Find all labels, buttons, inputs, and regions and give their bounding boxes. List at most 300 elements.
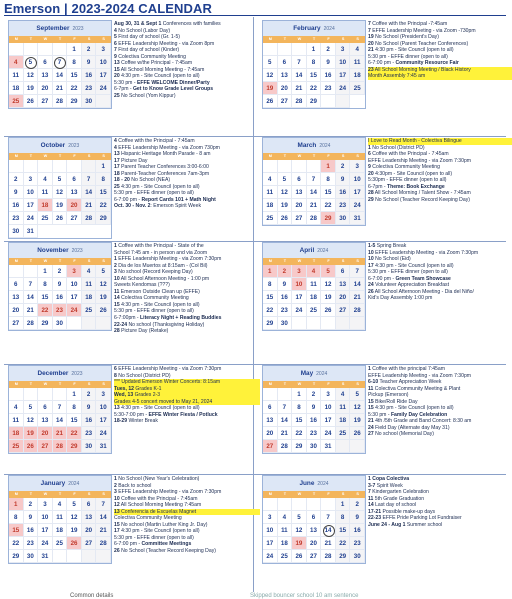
day-cell: 22 [321,199,336,212]
day-cell: 3 [336,43,351,56]
event-highlight-text: EFFE WELCOME Dinner/Party [136,79,210,86]
day-cell [278,498,293,511]
weekday-label: T [53,258,68,265]
day-cell: 29 [292,440,307,453]
event-text: 4:30 pm - Site Council (open to all) [119,73,200,80]
weekday-label: T [24,381,39,388]
event-text: Grades 4-5 concert moved to May 21, 2024 [114,398,213,405]
day-cell: 14 [292,69,307,82]
day-cell [9,388,24,401]
day-cell: 24 [321,427,336,440]
weekday-label: M [9,258,24,265]
day-cell: 9 [24,511,39,524]
weekday-label: T [307,381,322,388]
day-cell [292,317,307,330]
event-text: Parent-Teacher Conferences 7am-3pm [119,170,210,177]
day-cell: 21 [350,291,365,304]
event-text: All School Morning Meeting - 7:45am [119,66,205,73]
day-cell [9,265,24,278]
event-date: 11 [368,495,374,502]
day-cell [24,388,39,401]
event-text: Coffee with the Principal - State of the [116,243,204,249]
event-text: All School Morning / Talent Show - 7:45am [373,190,471,197]
day-cell: 25 [263,212,278,225]
day-cell: 28 [321,550,336,563]
day-cell: 4 [9,56,24,69]
day-cell: 28 [53,440,68,453]
event-date: 1 [114,243,117,249]
event-text: No school (Martin Luther King Jr. Day) [119,521,208,528]
day-cell [38,43,53,56]
day-cell [24,160,39,173]
day-cell: 17 [38,524,53,537]
day-cell: 15 [38,291,53,304]
day-cell: 10 [336,56,351,69]
event-date: 27 [368,431,374,438]
day-cell: 13 [263,414,278,427]
day-cell: 28 [82,212,97,225]
event-date: 4 [114,144,117,151]
event-text: 4th /5th Grade and Band Concert: 8:30 am [373,418,472,425]
day-cell: 25 [278,550,293,563]
weekday-label: S [350,258,365,265]
day-cell: 14 [307,186,322,199]
event-text: Pickup (Emerson) [368,392,409,399]
weekday-label: T [278,258,293,265]
event-date: 3 [114,269,117,276]
month-name: May [300,370,314,377]
day-cell: 18 [336,414,351,427]
weekday-label: F [67,381,82,388]
day-cell: 8 [307,56,322,69]
weekday-label: W [38,258,53,265]
event-date: 7 [368,21,371,27]
event-text: Coffee with the principal 7:45am [370,366,445,372]
day-cell [307,498,322,511]
weekday-label: W [38,36,53,43]
day-cell: 5 [350,388,365,401]
day-cell: 23 [9,212,24,225]
day-cell: 13 [9,291,24,304]
day-cell: 3 [96,388,111,401]
month-events-april [368,243,512,302]
day-cell: 13 [278,69,293,82]
day-cell: 3 [96,43,111,56]
event-text: Colectiva Community Meeting [119,295,189,302]
day-cell: 20 [38,82,53,95]
day-cell: 22 [38,304,53,317]
event-date: Aug 30, 31 & Sept 1 [114,21,162,27]
day-cell: 30 [82,440,97,453]
day-cell: 21 [278,427,293,440]
day-cell: 20 [9,304,24,317]
day-cell: 7 [24,278,39,291]
event-text: 5:30 pm - [114,79,137,86]
event-date: 22-23 [368,515,382,522]
day-cell: 6 [38,401,53,414]
day-cell: 20 [307,537,322,550]
event-date: June 24 - Aug 1 [368,521,406,528]
weekday-label: W [292,381,307,388]
event-text: 5:30pm - EFFE dinner (open to all) [368,177,447,184]
day-cell: 10 [263,524,278,537]
day-cell: 23 [336,199,351,212]
day-cell: 18 [263,199,278,212]
day-cell: 10 [292,278,307,291]
day-cell: 5 [24,401,39,414]
day-cell: 26 [67,537,82,550]
day-cell: 23 [53,304,68,317]
month-calendar-january [8,475,112,564]
event-text: Colectiva Community Meeting [114,515,182,522]
day-cell [278,43,293,56]
event-line [114,548,260,555]
day-cell: 10 [321,401,336,414]
day-cell: 4 [350,43,365,56]
day-cell: 11 [53,511,68,524]
event-text: Picture Day (Retake) [119,328,169,335]
event-text: Coffee with the Principal - 7:45am [370,151,449,158]
month-grid [9,491,111,563]
day-cell: 11 [263,186,278,199]
event-text: EFFE Leadership Meeting - via Zoom 7:30pm [116,256,222,263]
event-text: *** Updated Emerson Winter Concerts: 8:15am [114,379,221,386]
day-cell: 2 [278,265,293,278]
event-date: 17-21 [368,508,382,515]
day-cell: 14 [82,186,97,199]
event-date: 13 [114,60,120,67]
day-cell: 7 [350,265,365,278]
event-text: 5:30 pm - EFFE dinner (open to all) [114,534,194,541]
footer-left-note: Common details [70,593,114,599]
day-cell [350,317,365,330]
event-date: 25 [114,93,120,100]
day-cell: 26 [24,95,39,108]
day-cell [336,440,351,453]
event-text: 4:30 pm - Site Council (open to all) [373,47,454,54]
day-cell: 8 [263,278,278,291]
day-cell: 20 [292,199,307,212]
day-cell: 9 [82,401,97,414]
day-cell: 12 [53,186,68,199]
day-cell: 25 [307,304,322,317]
day-cell: 19 [67,524,82,537]
day-cell: 26 [292,550,307,563]
day-cell: 20 [82,524,97,537]
month-grid [263,36,365,108]
day-cell: 23 [82,82,97,95]
event-date: 20 [368,40,374,47]
month-calendar-december [8,365,112,454]
day-cell [24,43,39,56]
day-cell: 25 [9,440,24,453]
day-cell [24,265,39,278]
day-cell: 18 [307,291,322,304]
day-cell: 20 [38,427,53,440]
event-date: 11 [114,288,120,295]
weekday-label: T [278,36,293,43]
day-cell: 31 [350,212,365,225]
day-cell: 8 [67,56,82,69]
day-cell: 28 [53,95,68,108]
event-date: 1 [114,256,117,263]
day-cell: 27 [67,212,82,225]
day-cell: 27 [278,95,293,108]
event-date: 9 [368,164,371,171]
event-text: 5:30-7:00 pm - [114,411,149,418]
event-date: 1 [368,366,371,372]
day-cell: 8 [321,173,336,186]
event-date: 22-24 [114,321,128,328]
event-text: 4:30 pm - Site Council (open to all) [119,183,200,190]
day-cell: 29 [38,317,53,330]
day-cell: 9 [82,56,97,69]
day-cell: 12 [292,524,307,537]
event-text: School 7:45 am - in person and via Zoom [114,249,208,256]
event-text: 4:30 pm - Site Council (open to all) [373,262,454,269]
event-text: 6-7:00 pm - [114,541,142,548]
day-cell: 8 [38,278,53,291]
month-events-october [114,138,260,210]
day-cell: 1 [38,265,53,278]
month-name: December [37,370,69,377]
day-cell: 16 [82,69,97,82]
event-text: No school (Memorial Day) [373,431,434,438]
event-date: 25 [114,183,120,190]
day-cell [336,95,351,108]
event-text: 6-7:00pm - [114,315,141,322]
day-cell: 6 [82,498,97,511]
month-name: September [36,25,70,32]
event-date: 26 [114,548,120,555]
event-highlight-text: Report Cards 101 + Math Night [141,196,216,203]
day-cell: 15 [321,186,336,199]
day-cell [321,317,336,330]
day-cell: 29 [67,95,82,108]
weekday-label: S [350,491,365,498]
weekday-label: M [9,381,24,388]
event-date: 26 [368,288,374,295]
month-name: October [40,142,66,149]
day-cell: 16 [9,199,24,212]
day-cell: 31 [321,440,336,453]
day-cell: 17 [350,186,365,199]
day-cell: 10 [96,56,111,69]
day-cell: 4 [53,498,68,511]
event-date: 10 [114,495,120,502]
month-grid [9,258,111,330]
event-text: Picture Day [119,157,148,164]
event-highlight-text: Committee Meetings [141,541,192,548]
day-cell: 22 [263,304,278,317]
event-date: 12 [114,502,120,509]
day-cell: 11 [9,414,24,427]
day-cell [67,550,82,563]
day-cell: 1 [67,43,82,56]
day-cell: 26 [321,304,336,317]
day-cell: 8 [9,511,24,524]
day-cell: 6 [307,511,322,524]
month-calendar-september [8,20,112,109]
event-date: 28 [368,190,374,197]
event-text: 5:30 pm - EFFE dinner (open to all) [368,53,448,60]
event-text: Kindergarten Celebration [370,489,429,496]
event-text: 6-7:00 pm - [114,196,142,203]
day-cell: 3 [292,265,307,278]
weekday-label: T [24,491,39,498]
day-cell: 27 [38,95,53,108]
event-text: Colectiva Community Meeting [370,164,440,171]
day-cell: 11 [336,401,351,414]
day-cell: 9 [307,401,322,414]
day-cell: 19 [321,291,336,304]
day-cell: 26 [96,304,111,317]
weekday-label: M [9,491,24,498]
event-text: 4:30 pm - Site Council (open to all) [119,405,200,412]
event-text: EFFE Leadership Meeting - via Zoom 7:30pm [116,366,222,372]
event-text: I Love to Read Month - Colectiva Bilingue [368,138,462,144]
event-highlight-text: Literacy Night + Reading Buddies [140,315,222,322]
month-grid [9,153,111,238]
month-year: 2024 [316,371,328,377]
day-cell [307,317,322,330]
day-cell: 4 [263,173,278,186]
day-cell: 18 [278,537,293,550]
day-cell [53,160,68,173]
day-cell: 9 [53,278,68,291]
event-date: 7 [114,47,117,54]
day-cell: 16 [82,414,97,427]
day-cell: 28 [278,440,293,453]
event-date: 5 [114,34,117,41]
month-calendar-may [262,365,366,454]
month-events-may [368,366,512,438]
month-header [263,366,365,381]
event-highlight-text: Green Team Showcase [395,275,451,282]
event-text: EFFE Leadership Meeting - via Zoom 7:30pm [368,157,472,164]
day-cell: 26 [263,95,278,108]
weekday-label: S [82,381,97,388]
event-text: 6-7pm - [114,86,133,93]
day-cell: 30 [307,440,322,453]
day-cell [321,95,336,108]
event-text: First day of school (Kinder) [116,47,180,54]
day-cell: 2 [336,160,351,173]
event-text: Parent Teacher Conferences 3:00-6:00 [119,164,209,171]
event-text: EFFE Leadership Meeting - via Zoom 730pm [116,144,220,151]
month-name: March [297,142,317,149]
day-cell: 25 [336,427,351,440]
weekday-label: T [307,36,322,43]
day-cell: 3 [350,160,365,173]
weekday-label: M [263,258,278,265]
day-cell [263,43,278,56]
weekday-label: S [336,381,351,388]
month-year: 2024 [317,481,329,487]
day-cell: 30 [278,317,293,330]
day-cell [38,388,53,401]
day-cell: 24 [263,550,278,563]
day-cell: 1 [67,388,82,401]
event-date: 13 [114,151,120,158]
month-name: January [40,480,66,487]
day-cell: 30 [336,212,351,225]
day-cell: 14 [321,524,336,537]
day-cell: 30 [9,225,24,238]
event-date: 18 - 20 [114,177,130,184]
day-cell: 1 [96,160,111,173]
day-cell: 10 [67,278,82,291]
day-cell: 14 [53,414,68,427]
event-date: 19 [368,34,374,41]
day-cell: 7 [292,56,307,69]
day-cell [9,160,24,173]
day-cell: 16 [307,414,322,427]
day-cell: 28 [96,537,111,550]
month-year: 2023 [71,248,83,254]
month-name: February [293,25,321,32]
day-cell [96,95,111,108]
event-date: 3 [114,489,117,496]
day-cell: 14 [350,278,365,291]
day-cell: 9 [321,56,336,69]
event-highlight-text: Get to Know Grade Level Groups [132,86,214,93]
day-cell [38,160,53,173]
day-cell [67,317,82,330]
event-date: 6 [368,151,371,158]
day-cell: 13 [307,524,322,537]
day-cell: 5 [96,265,111,278]
day-cell: 17 [67,291,82,304]
day-cell: 29 [336,550,351,563]
day-cell: 11 [82,278,97,291]
event-text: No School (President's Day) [373,34,439,41]
event-date: 6-10 [368,379,379,386]
day-cell: 3 [38,498,53,511]
day-cell: 18 [9,82,24,95]
day-cell: 28 [292,95,307,108]
day-cell: 17 [263,537,278,550]
day-cell: 7 [82,173,97,186]
day-cell: 16 [278,291,293,304]
event-text: 5:30 pm - EFFE dinner (open to all) [114,308,194,315]
day-cell: 18 [53,524,68,537]
day-cell [336,317,351,330]
day-cell: 22 [307,82,322,95]
month-name: November [37,247,69,254]
event-date: 6 [114,40,117,47]
day-cell: 10 [350,173,365,186]
day-cell: 4 [38,173,53,186]
day-cell: 27 [307,550,322,563]
day-cell: 27 [292,212,307,225]
weekday-label: S [82,491,97,498]
day-cell: 25 [82,304,97,317]
event-date: Tues, 12 [114,385,135,392]
day-cell: 21 [96,524,111,537]
day-cell: 16 [321,69,336,82]
month-year: 2023 [72,26,84,32]
weekday-label: S [350,381,365,388]
day-cell: 27 [38,440,53,453]
event-text: Month Assembly 7:45 am [368,73,426,80]
day-cell: 12 [24,414,39,427]
event-date: 15 [368,405,374,412]
day-cell: 21 [24,304,39,317]
event-text: No School (New Year's Celebration) [116,476,200,482]
day-cell [82,317,97,330]
day-cell: 30 [82,95,97,108]
